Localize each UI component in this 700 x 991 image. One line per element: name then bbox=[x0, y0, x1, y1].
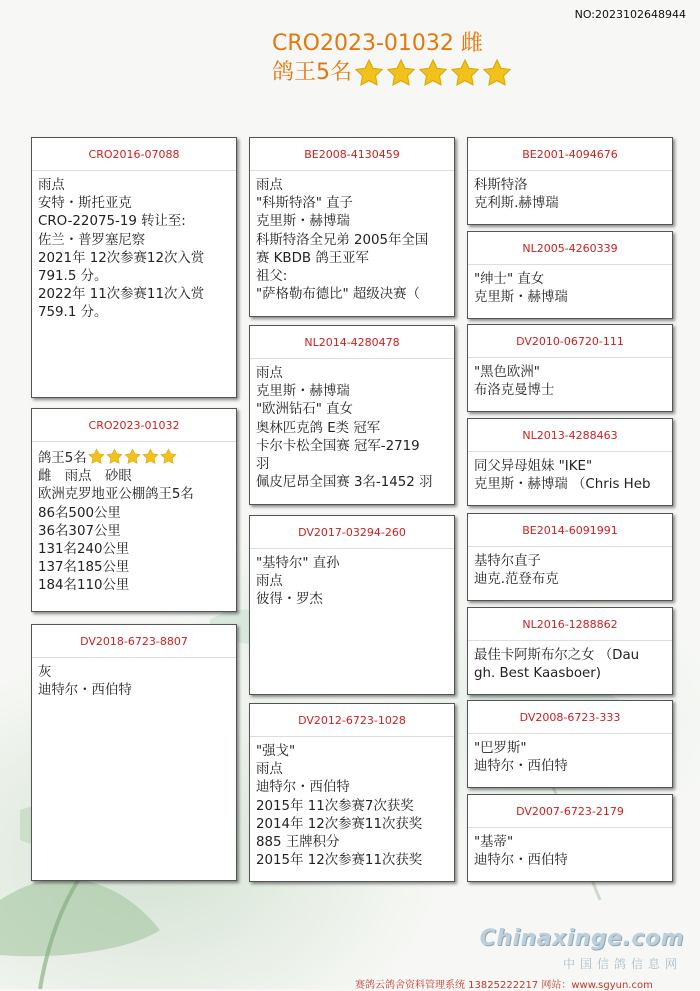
card-line: 2015年 12次参赛11次获奖 bbox=[256, 853, 423, 869]
pedigree-card-gen3-8[interactable] bbox=[467, 794, 673, 882]
star-icon bbox=[142, 448, 159, 465]
star-icon bbox=[482, 58, 512, 88]
card-line: 2022年 11次参赛11次入赏 bbox=[38, 287, 205, 303]
card-line: 2015年 11次参赛7次获奖 bbox=[256, 798, 414, 814]
card-details bbox=[468, 171, 672, 217]
title-ring-number: CRO2023-01032 雌 bbox=[272, 31, 483, 56]
star-icon bbox=[106, 448, 123, 465]
card-line: CRO-22075-19 转让至: bbox=[38, 214, 186, 230]
pedigree-card-gen3-3[interactable] bbox=[467, 324, 673, 412]
star-icon bbox=[88, 448, 105, 465]
pedigree-card-subject[interactable] bbox=[31, 408, 237, 612]
card-details bbox=[32, 171, 236, 327]
card-line: 791.5 分。 bbox=[38, 269, 108, 285]
card-ring-number: DV2008-6723-333 bbox=[468, 701, 672, 734]
card-line: "基蒂" bbox=[474, 835, 514, 850]
card-line: "科斯特洛" 直子 bbox=[256, 196, 353, 212]
pedigree-card-dam-sire[interactable] bbox=[249, 515, 455, 695]
star-icon bbox=[386, 58, 416, 88]
card-line: 克里斯・赫博瑞 bbox=[474, 290, 568, 306]
card-line: 祖父: bbox=[256, 269, 288, 285]
card-line: 迪特尔・西伯特 bbox=[38, 683, 132, 699]
card-line: 同父异母姐妹 "IKE" bbox=[474, 459, 593, 474]
card-line: 雨点 bbox=[38, 178, 65, 193]
card-line: 雨点 bbox=[256, 366, 283, 381]
pedigree-card-gen3-1[interactable] bbox=[467, 137, 673, 225]
card-ring-number: DV2007-6723-2179 bbox=[468, 795, 672, 828]
page-title bbox=[272, 30, 514, 88]
card-ring-number: BE2008-4130459 bbox=[250, 138, 454, 171]
card-line: 2014年 12次参赛11次获奖 bbox=[256, 816, 423, 832]
card-line: 克利斯.赫博瑞 bbox=[474, 196, 559, 212]
star-icon bbox=[418, 58, 448, 88]
card-ring-number: DV2017-03294-260 bbox=[250, 516, 454, 549]
pedigree-card-gen3-4[interactable] bbox=[467, 418, 673, 506]
card-ring-number: NL2014-4280478 bbox=[250, 326, 454, 359]
card-line: 克里斯・赫博瑞 （Chris Heb bbox=[474, 477, 651, 493]
card-details bbox=[468, 547, 672, 593]
card-line: 2021年 12次参赛12次入赏 bbox=[38, 250, 205, 266]
card-line: "强戈" bbox=[256, 744, 296, 759]
card-line: 最佳卡阿斯布尔之女 （Dau bbox=[474, 648, 640, 663]
card-line: 克里斯・赫博瑞 bbox=[256, 384, 350, 400]
card-line bbox=[38, 448, 230, 468]
card-ring-number: BE2001-4094676 bbox=[468, 138, 672, 171]
card-details bbox=[468, 734, 672, 780]
pedigree-card-gen3-7[interactable] bbox=[467, 700, 673, 788]
card-line: "巴罗斯" bbox=[474, 741, 527, 756]
card-details bbox=[250, 359, 454, 496]
card-stars bbox=[88, 448, 178, 465]
card-line: 86名500公里 bbox=[38, 505, 121, 521]
card-line: 灰 bbox=[38, 665, 52, 680]
card-details bbox=[468, 265, 672, 311]
card-details bbox=[32, 658, 236, 704]
card-details bbox=[250, 549, 454, 614]
card-details bbox=[468, 641, 672, 687]
card-line: "萨格勒布德比" 超级决赛（ bbox=[256, 287, 420, 303]
pedigree-card-gen3-5[interactable] bbox=[467, 513, 673, 601]
card-line: 佐兰・普罗塞尼察 bbox=[38, 232, 146, 248]
card-line: 131名240公里 bbox=[38, 542, 130, 558]
card-line: 羽 bbox=[256, 457, 270, 473]
card-details bbox=[468, 358, 672, 404]
card-line: 184名110公里 bbox=[38, 578, 130, 594]
title-award-text: 鸽王5名 bbox=[272, 60, 352, 85]
star-icon bbox=[124, 448, 141, 465]
card-details bbox=[468, 828, 672, 874]
card-line: "绅士" 直女 bbox=[474, 272, 545, 287]
card-line: 迪特尔・西伯特 bbox=[474, 759, 568, 775]
pedigree-card-sire-sire[interactable] bbox=[249, 137, 455, 317]
site-subtitle: 中国信鸽信息网 bbox=[562, 957, 682, 971]
footer-contact: 赛鸽云鸽舍资料管理系统 13825222217 网站：www.sgyun.com bbox=[355, 980, 653, 991]
card-line: 赛 KBDB 鸽王亚军 bbox=[256, 250, 369, 266]
card-line: 759.1 分。 bbox=[38, 305, 108, 321]
star-icon bbox=[354, 58, 384, 88]
pedigree-card-sire-dam[interactable] bbox=[249, 325, 455, 505]
card-line: 迪特尔・西伯特 bbox=[256, 780, 350, 796]
card-line: 雨点 bbox=[256, 574, 283, 590]
card-line: "黑色欧洲" bbox=[474, 365, 540, 380]
card-details bbox=[32, 442, 236, 600]
card-line: 克里斯・赫博瑞 bbox=[256, 214, 350, 230]
pedigree-card-dam-dam[interactable] bbox=[249, 703, 455, 882]
card-line: 36名307公里 bbox=[38, 523, 121, 539]
card-line: 雨点 bbox=[256, 178, 283, 193]
card-line: 科斯特洛全兄弟 2005年全国 bbox=[256, 232, 429, 248]
star-icon bbox=[160, 448, 177, 465]
card-line: 布洛克曼博士 bbox=[474, 383, 555, 399]
card-line: 欧洲克罗地亚公棚鸽王5名 bbox=[38, 487, 194, 503]
title-award bbox=[272, 58, 514, 88]
pedigree-card-gen3-6[interactable] bbox=[467, 607, 673, 695]
card-ring-number: BE2014-6091991 bbox=[468, 514, 672, 547]
card-ring-number: CRO2023-01032 bbox=[32, 409, 236, 442]
site-logo: Chinaxinge.com bbox=[479, 926, 684, 951]
card-ring-number: DV2012-6723-1028 bbox=[250, 704, 454, 737]
card-details bbox=[468, 452, 672, 498]
pedigree-card-dam[interactable] bbox=[31, 624, 237, 881]
card-line: 137名185公里 bbox=[38, 560, 130, 576]
card-line: 彼得・罗杰 bbox=[256, 592, 323, 608]
card-line: 迪特尔・西伯特 bbox=[474, 853, 568, 869]
card-line: 科斯特洛 bbox=[474, 178, 528, 193]
card-award-text: 鸽王5名 bbox=[38, 451, 87, 466]
card-ring-number: CRO2016-07088 bbox=[32, 138, 236, 171]
card-line: 885 王牌积分 bbox=[256, 835, 340, 851]
card-line: 安特・斯托亚克 bbox=[38, 196, 132, 212]
card-ring-number: NL2005-4260339 bbox=[468, 232, 672, 265]
card-line: 卡尔卡松全国赛 冠军-2719 bbox=[256, 438, 420, 454]
card-line: 奥林匹克鸽 E类 冠军 bbox=[256, 420, 381, 436]
title-stars bbox=[354, 58, 514, 88]
card-line: 迪克.范登布克 bbox=[474, 572, 559, 588]
card-ring-number: DV2018-6723-8807 bbox=[32, 625, 236, 658]
star-icon bbox=[450, 58, 480, 88]
card-line: gh. Best Kaasboer) bbox=[474, 666, 602, 682]
pedigree-card-sire[interactable] bbox=[31, 137, 237, 398]
card-ring-number: NL2013-4288463 bbox=[468, 419, 672, 452]
card-line: "欧洲钻石" 直女 bbox=[256, 402, 353, 418]
document-number: NO:2023102648944 bbox=[574, 8, 686, 21]
pedigree-card-gen3-2[interactable] bbox=[467, 231, 673, 319]
card-details bbox=[250, 171, 454, 308]
card-line: "基特尔" 直孙 bbox=[256, 556, 340, 571]
card-line: 佩皮尼昂全国赛 3名-1452 羽 bbox=[256, 475, 433, 491]
card-line: 雌 雨点 砂眼 bbox=[38, 469, 132, 485]
card-ring-number: DV2010-06720-111 bbox=[468, 325, 672, 358]
card-details bbox=[250, 737, 454, 874]
card-line: 基特尔直子 bbox=[474, 554, 541, 569]
card-line: 雨点 bbox=[256, 762, 283, 778]
card-ring-number: NL2016-1288862 bbox=[468, 608, 672, 641]
